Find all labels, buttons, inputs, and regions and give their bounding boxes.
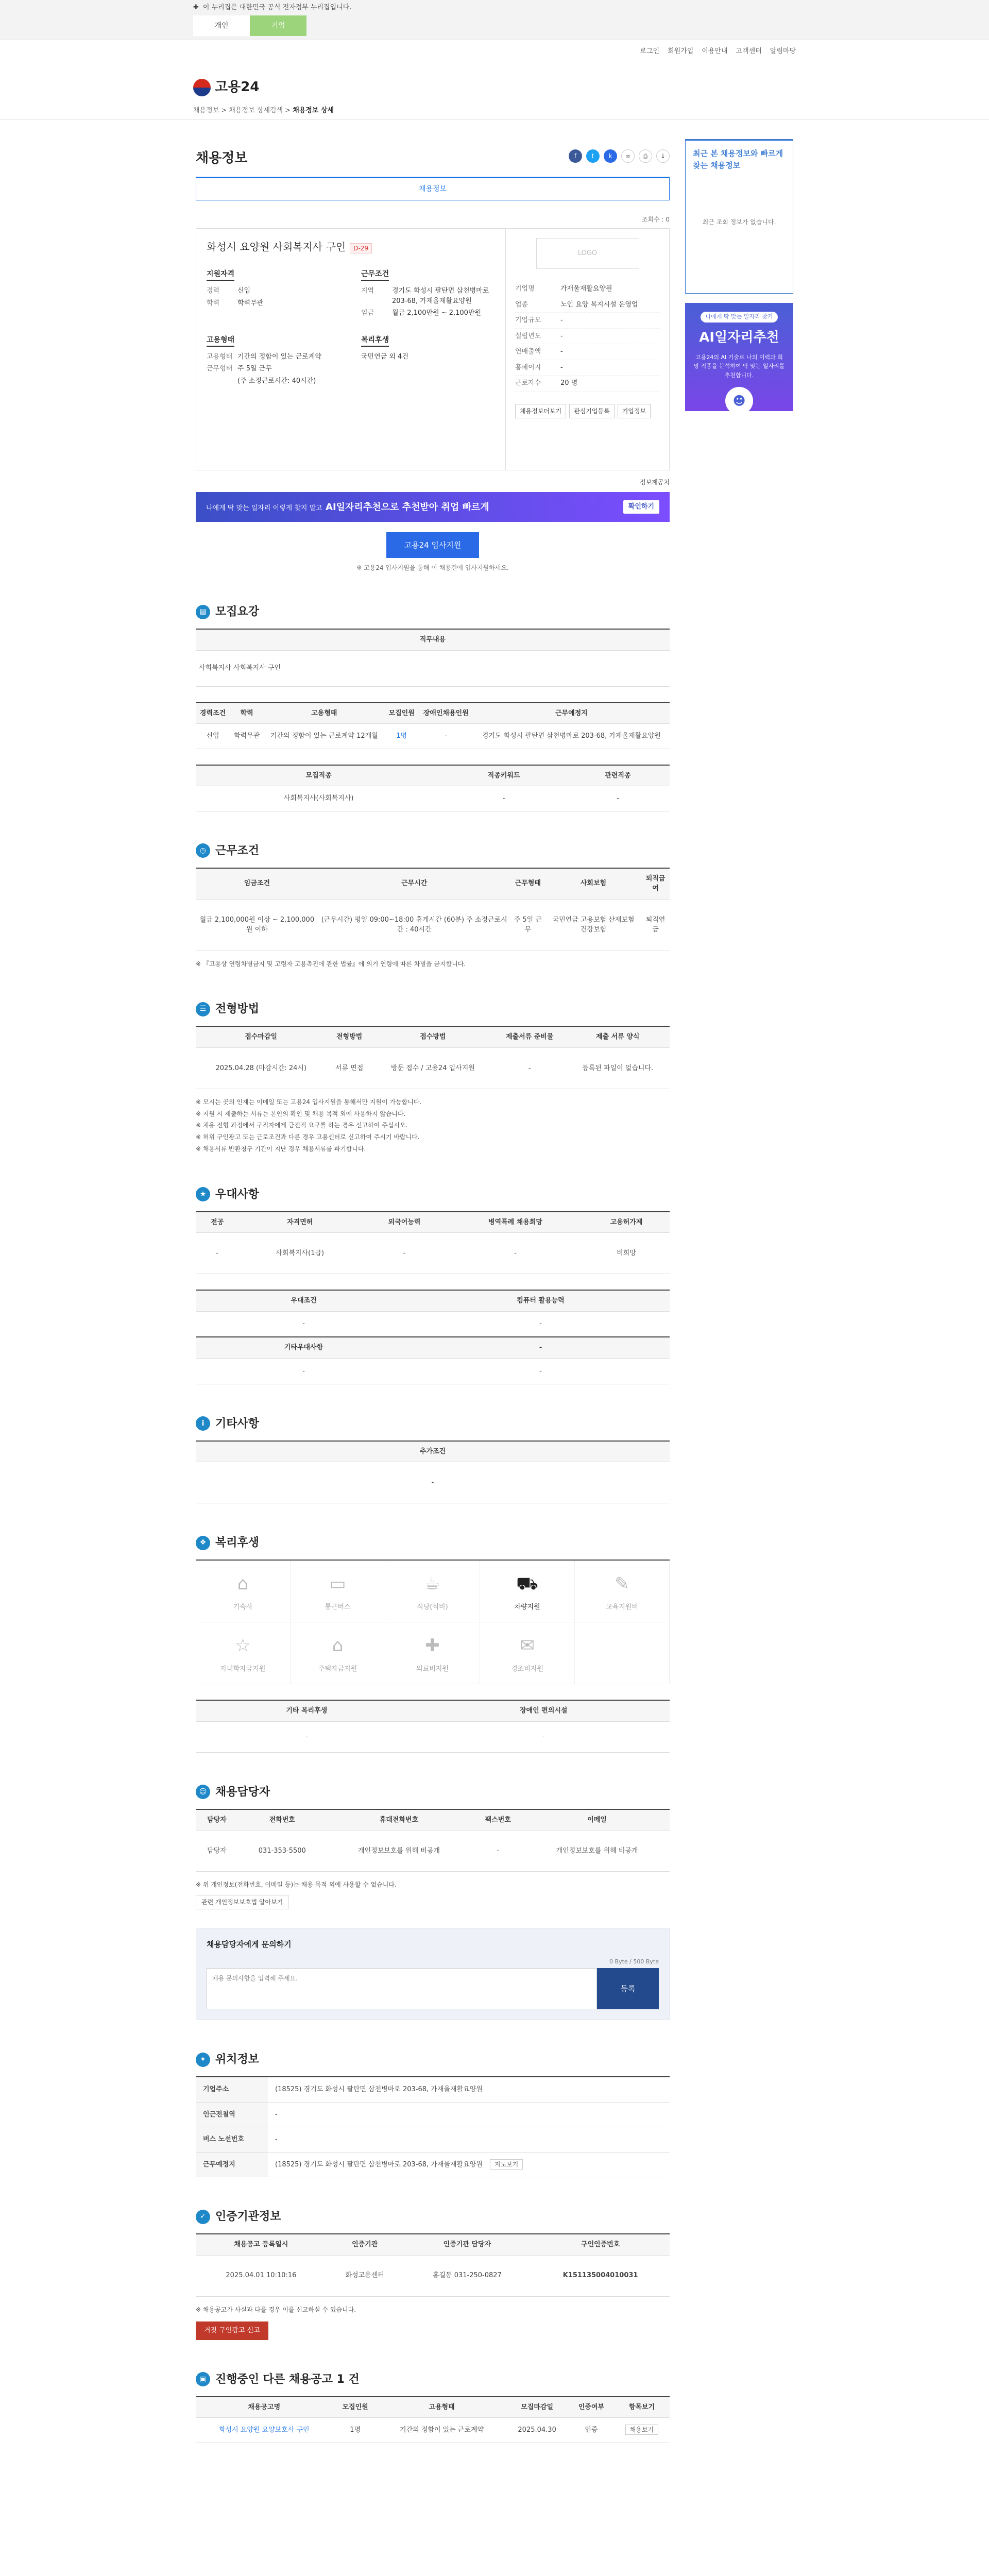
- table-header: 우대조건: [196, 1290, 412, 1311]
- section-contact: [196, 1784, 670, 2020]
- table-header: 모집마감일: [505, 2397, 568, 2418]
- table-cell: 비희망: [583, 1233, 670, 1274]
- table-header: 인증기관: [327, 2234, 403, 2255]
- table-cell: 홍길동 031-250-0827: [403, 2255, 532, 2296]
- table-cell: 2025.04.30: [505, 2418, 568, 2443]
- table-header: 고용형태: [264, 703, 384, 724]
- kv-value: 20 명: [560, 379, 578, 387]
- crumb-2[interactable]: 채용정보 상세검색: [229, 106, 283, 114]
- table-cell: (근무시간) 평일 09:00~18:00 휴게시간 (60분) 주 소정근로시간 : 40시간: [318, 899, 510, 951]
- table-cell: 기간의 정함이 있는 근로계약 12개월: [264, 724, 384, 749]
- kv-key: 경력: [207, 287, 220, 295]
- table-cell: 인증: [569, 2418, 614, 2443]
- table-header: 자격면허: [238, 1212, 361, 1233]
- list-item: ※ 지원 시 제출하는 서류는 본인의 확인 및 채용 목적 외에 사용하지 않습니다.: [196, 1110, 406, 1117]
- kv-key: 학력: [207, 299, 220, 307]
- table-header: 이메일: [524, 1809, 670, 1831]
- tab-job-info[interactable]: 채용정보: [196, 177, 670, 200]
- kv-key: 연매출액: [515, 348, 541, 355]
- list-item: ※ 허위 구인광고 또는 근로조건과 다른 경우 고용센터로 신고하여 주시기 바랍니다.: [196, 1133, 420, 1141]
- table-cell: -: [471, 1831, 524, 1872]
- flag-icon: ✚: [193, 4, 199, 12]
- table-header: 전공: [196, 1212, 238, 1233]
- kv-key: 고용형태: [207, 352, 233, 361]
- table-header: 기타우대사항: [196, 1337, 412, 1358]
- table-cell: -: [441, 786, 566, 811]
- info-icon: i: [196, 1416, 210, 1431]
- robot-icon: ☻: [725, 387, 753, 415]
- list-item: ※ 채용서류 반환청구 기간이 지난 경우 채용서류를 파기합니다.: [196, 1145, 366, 1153]
- gov-notice-text: 이 누리집은 대한민국 공식 전자정부 누리집입니다.: [202, 4, 352, 12]
- tab-personal[interactable]: 개인: [193, 15, 250, 36]
- utility-nav: [0, 40, 989, 63]
- table-cell: (18525) 경기도 화성시 팔탄면 삼천병마로 203-68, 가재울재활요양원: [268, 2077, 670, 2102]
- ai-pill: 나에게 딱 맞는 일자리 찾기: [701, 312, 778, 323]
- person-icon: ☺: [196, 1785, 210, 1799]
- welfare-item: ▭ 통근버스: [291, 1561, 385, 1622]
- table-cell: 버스 노선번호: [196, 2127, 268, 2153]
- scholarship-icon: ☆: [235, 1635, 251, 1656]
- table-header: 휴대전화번호: [327, 1809, 472, 1831]
- kakao-icon[interactable]: k: [604, 149, 617, 163]
- section-title: 복리후생: [215, 1536, 260, 1550]
- dorm-icon: ⌂: [237, 1573, 249, 1594]
- company-name: 가재울재활요양원: [560, 285, 612, 293]
- table-header: 전형방법: [326, 1026, 372, 1047]
- table-row: [196, 899, 670, 951]
- table-cell: 근무예정지: [196, 2152, 268, 2177]
- table-cell: -: [566, 786, 670, 811]
- table-cell: 개인정보보호를 위해 비공개: [327, 1831, 472, 1872]
- work-heading: 근무조건: [361, 269, 389, 281]
- list-icon: ☰: [196, 1002, 210, 1016]
- preference-table: [196, 1211, 670, 1275]
- site-logo[interactable]: [193, 77, 259, 97]
- kv-value: -: [560, 363, 563, 371]
- table-cell: 서류 면접: [326, 1047, 372, 1089]
- view-job-button[interactable]: 채용보기: [625, 2425, 658, 2435]
- table-cell: 기업주소: [196, 2077, 268, 2102]
- inquiry-box: [196, 1928, 670, 2020]
- table-header: 기타 복리후생: [196, 1700, 418, 1721]
- ai-title: AI일자리추천: [699, 329, 779, 345]
- section-preference: [196, 1186, 670, 1384]
- job-desc-table: [196, 629, 670, 687]
- table-cell: 담당자: [196, 1831, 238, 1872]
- table-cell: -: [196, 1233, 238, 1274]
- table-row: [196, 786, 670, 811]
- meal-icon: ☕: [424, 1573, 440, 1594]
- section-title: 인증기관정보: [215, 2210, 281, 2224]
- inquiry-input[interactable]: [207, 1968, 597, 2009]
- section-welfare: [196, 1534, 670, 1753]
- table-header: 인증기관 담당자: [403, 2234, 532, 2255]
- table-header: 인증여부: [569, 2397, 614, 2418]
- section-title: 근무조건: [215, 844, 260, 857]
- table-row: [196, 2102, 670, 2127]
- byte-counter: 0 Byte / 500 Byte: [609, 1958, 659, 1965]
- kv-value: 학력무관: [237, 299, 264, 307]
- table-cell: -: [361, 1233, 448, 1274]
- briefcase-icon: ▣: [196, 2372, 210, 2386]
- table-row: [196, 1047, 670, 1089]
- table-cell: 방문 접수 / 고용24 입사지원: [372, 1047, 493, 1089]
- table-header: 장애인채용인원: [419, 703, 473, 724]
- process-notes: [196, 1096, 670, 1155]
- table-row: [196, 1358, 670, 1384]
- job-desc-cell: 사회복지사 사회복지사 구인: [196, 650, 670, 686]
- print-icon[interactable]: ⎙: [639, 149, 652, 163]
- table-header: 접수방법: [372, 1026, 493, 1047]
- process-table: [196, 1026, 670, 1089]
- apply-note: ※ 고용24 입사지원을 통해 이 채용건에 입사지원하세요.: [356, 564, 509, 571]
- dday-badge: D-29: [350, 243, 372, 253]
- kv-key: 근무형태: [207, 365, 233, 372]
- table-cell: -: [412, 1311, 670, 1337]
- kv-value: 기간의 정함이 있는 근로계약: [237, 352, 322, 361]
- guide-link[interactable]: 이용안내: [702, 47, 728, 56]
- contact-table: [196, 1809, 670, 1872]
- ai-banner[interactable]: [196, 492, 670, 522]
- favorite-company-button[interactable]: 관심기업등록: [569, 404, 615, 418]
- section-title: 우대사항: [215, 1188, 260, 1201]
- table-cell: -: [493, 1047, 566, 1089]
- welfare-item: ☕ 식당(식비): [385, 1561, 480, 1622]
- section-process: [196, 1001, 670, 1155]
- banner-small: 나에게 딱 맞는 일자리 이렇게 찾지 말고: [206, 504, 322, 512]
- section-title: 진행중인 다른 채용공고 1 건: [215, 2372, 360, 2386]
- job-summary-card: [196, 228, 670, 470]
- recent-jobs-box: [685, 139, 793, 294]
- table-header: 고용형태: [378, 2397, 506, 2418]
- kv-value: -: [560, 332, 563, 340]
- age-discrimination-note: ※ 『고용상 연령차별금지 및 고령자 고용촉진에 관한 법률』에 의거 연령에 따른 차별을 금지합니다.: [196, 960, 466, 968]
- table-header: 전화번호: [238, 1809, 327, 1831]
- map-button[interactable]: 지도보기: [490, 2159, 523, 2170]
- bus-icon: ▭: [329, 1573, 346, 1594]
- tab-business[interactable]: 기업: [250, 15, 306, 36]
- table-header: 채용공고명: [196, 2397, 333, 2418]
- table-header: 병역특례 채용희망: [448, 1212, 583, 1233]
- page-title: 채용정보: [196, 150, 248, 166]
- table-header: 팩스번호: [471, 1809, 524, 1831]
- welfare-extra-table: [196, 1700, 670, 1753]
- table-cell: 퇴직연금: [641, 899, 670, 951]
- breadcrumb: 채용정보 > 채용정보 상세검색 > 채용정보 상세: [193, 106, 334, 114]
- facebook-icon[interactable]: f: [569, 149, 582, 163]
- table-cell: 2025.04.01 10:10:16: [196, 2255, 327, 2296]
- section-title: 위치정보: [215, 2053, 260, 2066]
- table-header: 제출서류 준비물: [493, 1026, 566, 1047]
- table-header: 외국어능력: [361, 1212, 448, 1233]
- notice-link[interactable]: 알림마당: [770, 47, 796, 56]
- table-header: 항목보기: [614, 2397, 670, 2418]
- table-header: 채용공고 등록일시: [196, 2234, 327, 2255]
- main-content: [196, 139, 670, 2443]
- kv-key: 근로자수: [515, 379, 541, 387]
- kv-value: 노인 요양 복지시설 운영업: [560, 300, 638, 309]
- table-header: 관련직종: [566, 765, 670, 786]
- table-header: 모집인원: [385, 703, 419, 724]
- recruit-table: [196, 702, 670, 749]
- table-header: 경력조건: [196, 703, 230, 724]
- gift-icon: ❖: [196, 1536, 210, 1550]
- table-cell: 월급 2,100,000원 이상 ~ 2,100,000원 이하: [196, 899, 318, 951]
- table-row: [196, 1311, 670, 1337]
- table-row: [196, 1831, 670, 1872]
- table-row: [196, 2255, 670, 2296]
- table-cell: 화성고용센터: [327, 2255, 403, 2296]
- ai-text: 고용24의 AI 기술로 나의 이력과 희망 직종을 분석하여 딱 맞는 일자리를 추천합니다.: [693, 353, 785, 379]
- table-header: 근무시간: [318, 868, 510, 900]
- table-header: -: [412, 1337, 670, 1358]
- gift-box-icon: ✉: [520, 1635, 535, 1656]
- kv-value: 경기도 화성시 팔탄면 삼천병마로 203-68, 가재울재활요양원: [392, 287, 489, 305]
- table-cell: 1명: [333, 2418, 378, 2443]
- table-header: 사회보험: [545, 868, 641, 900]
- section-title: 채용담당자: [215, 1785, 270, 1799]
- side-panel: [685, 139, 793, 411]
- preference-extra-table: [196, 1290, 670, 1384]
- other-jobs-table: [196, 2396, 670, 2443]
- kv-key: 홈페이지: [515, 363, 541, 371]
- table-cell: 신입: [196, 724, 230, 749]
- kv-key: 기업명: [515, 285, 535, 293]
- document-icon: ▤: [196, 605, 210, 619]
- ai-recommend-card[interactable]: [685, 303, 793, 411]
- table-header: 임금조건: [196, 868, 318, 900]
- table-cell: 개인정보보호를 위해 비공개: [524, 1831, 670, 1872]
- company-logo: LOGO: [536, 238, 639, 269]
- table-cell: -: [196, 1721, 418, 1752]
- twitter-icon[interactable]: t: [586, 149, 600, 163]
- medical-icon: ✚: [425, 1635, 440, 1656]
- section-title: 모집요강: [215, 605, 260, 618]
- recent-jobs-title: 최근 본 채용정보와 빠르게 찾는 채용정보: [693, 149, 783, 170]
- welfare-item-active: ⛟ 차량지원: [480, 1561, 575, 1622]
- site-header: [0, 63, 989, 120]
- section-location: [196, 2051, 670, 2177]
- crumb-current: 채용정보 상세: [293, 106, 334, 114]
- table-cell: 인근전철역: [196, 2102, 268, 2127]
- table-cell: -: [412, 1358, 670, 1384]
- report-false-ad-button[interactable]: 거짓 구인광고 신고: [196, 2321, 268, 2340]
- conditions-table: [196, 868, 670, 951]
- welfare-summary: 국민연금 외 4건: [361, 352, 408, 361]
- occupation-table: [196, 765, 670, 811]
- banner-text: AI일자리추천으로 추천받아 취업 빠르게: [326, 501, 489, 513]
- emp-heading: 고용형태: [207, 335, 234, 347]
- banner-button[interactable]: 확인하기: [623, 500, 659, 514]
- kv-value: 월급 2,100만원 ~ 2,100만원: [392, 309, 482, 317]
- section-title: 기타사항: [215, 1417, 260, 1430]
- table-cell: 2025.04.28 (마감시간: 24시): [196, 1047, 326, 1089]
- table-header: 컴퓨터 활용능력: [412, 1290, 670, 1311]
- job-link[interactable]: 화성시 요양원 요양보호사 구인: [196, 2418, 333, 2443]
- table-cell: -: [268, 2127, 670, 2153]
- table-cell: 사회복지사(사회복지사): [196, 786, 441, 811]
- table-header: 제출 서류 양식: [566, 1026, 670, 1047]
- table-row: [196, 2152, 670, 2177]
- table-cell: 사회복지사(1급): [238, 1233, 361, 1274]
- kv-key: 업종: [515, 300, 528, 309]
- kv-value: -: [560, 348, 563, 355]
- etc-table: [196, 1440, 670, 1504]
- section-cert: [196, 2208, 670, 2340]
- inquiry-submit-button[interactable]: 등록: [597, 1968, 659, 2009]
- table-cell: 등록된 파일이 없습니다.: [566, 1047, 670, 1089]
- kv-value: 주 5일 근무: [237, 365, 272, 372]
- apply-button[interactable]: 고용24 입사지원: [386, 532, 479, 558]
- education-icon: ✎: [615, 1573, 629, 1594]
- signup-link[interactable]: 회원가입: [668, 47, 694, 56]
- star-icon: ★: [196, 1187, 210, 1201]
- gov-notice-bar: [0, 0, 989, 15]
- table-cell: 031-353-5500: [238, 1831, 327, 1872]
- taegeuk-icon: [193, 79, 211, 96]
- car-icon: ⛟: [516, 1573, 538, 1594]
- recent-jobs-empty: 최근 조회 정보가 없습니다.: [702, 218, 776, 226]
- table-cell: -: [196, 1358, 412, 1384]
- table-row: [196, 1721, 670, 1752]
- source-info[interactable]: 정보제공처: [640, 479, 670, 486]
- table-cell: 학력무관: [230, 724, 264, 749]
- company-panel: [505, 229, 669, 470]
- table-header: 근무형태: [510, 868, 545, 900]
- table-cell: 기간의 정함이 있는 근로계약: [378, 2418, 506, 2443]
- table-row: [196, 1233, 670, 1274]
- table-row: [196, 2127, 670, 2153]
- inquiry-title: 채용담당자에게 문의하기: [207, 1940, 292, 1950]
- link-icon[interactable]: ∞: [621, 149, 635, 163]
- support-link[interactable]: 고객센터: [736, 47, 762, 56]
- table-header: 접수마감일: [196, 1026, 326, 1047]
- more-jobs-button[interactable]: 채용정보더보기: [515, 404, 566, 418]
- cert-note: ※ 채용공고가 사실과 다를 경우 이를 신고하실 수 있습니다.: [196, 2306, 356, 2313]
- table-cell: 1명: [385, 724, 419, 749]
- table-header: 모집인원: [333, 2397, 378, 2418]
- table-header: 추가조건: [196, 1441, 670, 1462]
- table-cell: -: [268, 2102, 670, 2127]
- table-cell: -: [419, 724, 473, 749]
- section-conditions: [196, 842, 670, 970]
- house-icon: ⌂: [332, 1635, 344, 1656]
- welfare-item: ⌂ 기숙사: [196, 1561, 291, 1622]
- qual-heading: 지원자격: [207, 269, 234, 281]
- table-cell: (18525) 경기도 화성시 팔탄면 삼천병마로 203-68, 가재울재활요양원: [275, 2160, 483, 2168]
- table-header: 담당자: [196, 1809, 238, 1831]
- kv-value: -: [560, 316, 563, 324]
- hours-note: (주 소정근로시간: 40시간): [237, 377, 316, 385]
- section-other-jobs: [196, 2371, 670, 2443]
- check-icon: ✓: [196, 2210, 210, 2224]
- clock-icon: ◷: [196, 843, 210, 858]
- location-pin-icon: ⌖: [196, 2053, 210, 2067]
- table-row: [196, 724, 670, 749]
- table-header: 직무내용: [196, 629, 670, 650]
- table-header: 장애인 편의시설: [418, 1700, 670, 1721]
- company-info-button[interactable]: 기업정보: [618, 404, 651, 418]
- logo-text: 고용24: [215, 79, 260, 95]
- kv-key: 기업규모: [515, 316, 541, 324]
- kv-key: 설립년도: [515, 332, 541, 340]
- section-title: 전형방법: [215, 1003, 260, 1016]
- table-row: [196, 2077, 670, 2102]
- welfare-item: ✉ 경조비지원: [480, 1622, 575, 1684]
- save-icon[interactable]: ↓: [656, 149, 670, 163]
- table-cell: -: [448, 1233, 583, 1274]
- table-header: 근무예정지: [473, 703, 670, 724]
- privacy-law-button[interactable]: 관련 개인정보보호법 알아보기: [196, 1895, 288, 1909]
- mode-bar: [0, 15, 989, 40]
- cert-table: [196, 2233, 670, 2297]
- share-bar: [569, 149, 670, 163]
- view-count: 조회수 : 0: [641, 216, 670, 223]
- login-link[interactable]: 로그인: [640, 47, 660, 56]
- welfare-item: ✎ 교육지원비: [575, 1561, 670, 1622]
- crumb-1[interactable]: 채용정보: [193, 106, 219, 114]
- table-cell: -: [196, 1462, 670, 1503]
- table-cell: -: [418, 1721, 670, 1752]
- welfare-item: ☆ 자녀학자금지원: [196, 1622, 291, 1684]
- welfare-empty: [575, 1622, 670, 1684]
- job-title: 화성시 요양원 사회복지사 구인: [207, 241, 346, 253]
- table-header: 고용허가제: [583, 1212, 670, 1233]
- table-header: 구인인증번호: [531, 2234, 670, 2255]
- table-cell: 국민연금 고용보험 산재보험 건강보험: [545, 899, 641, 951]
- kv-key: 지역: [361, 287, 374, 295]
- welfare-item: ✚ 의료비지원: [385, 1622, 480, 1684]
- table-cell: K151135004010031: [531, 2255, 670, 2296]
- welfare-heading: 복리후생: [361, 335, 389, 347]
- table-cell: 경기도 화성시 팔탄면 삼천병마로 203-68, 가재울재활요양원: [473, 724, 670, 749]
- kv-value: 신입: [237, 287, 251, 295]
- table-header: 학력: [230, 703, 264, 724]
- table-header: 퇴직급여: [641, 868, 670, 900]
- table-header: 모집직종: [196, 765, 441, 786]
- section-etc: [196, 1415, 670, 1504]
- welfare-item: ⌂ 주택자금지원: [291, 1622, 385, 1684]
- table-header: 직종키워드: [441, 765, 566, 786]
- table-cell: -: [196, 1311, 412, 1337]
- location-table: [196, 2076, 670, 2177]
- section-recruit: [196, 603, 670, 811]
- list-item: ※ 채용 전형 과정에서 구직자에게 금전적 요구를 하는 경우 신고하여 주십시오.: [196, 1122, 408, 1129]
- kv-key: 임금: [361, 309, 374, 317]
- list-item: ※ 모시는 곳의 인재는 이메일 또는 고용24 입사지원을 통해서만 지원이 가능합니다.: [196, 1098, 422, 1106]
- table-cell: 주 5일 근무: [510, 899, 545, 951]
- contact-note: ※ 위 개인정보(전화번호, 이메일 등)는 채용 목적 외에 사용할 수 없습니다.: [196, 1881, 397, 1889]
- welfare-grid: [196, 1560, 670, 1684]
- table-row: [196, 2418, 670, 2443]
